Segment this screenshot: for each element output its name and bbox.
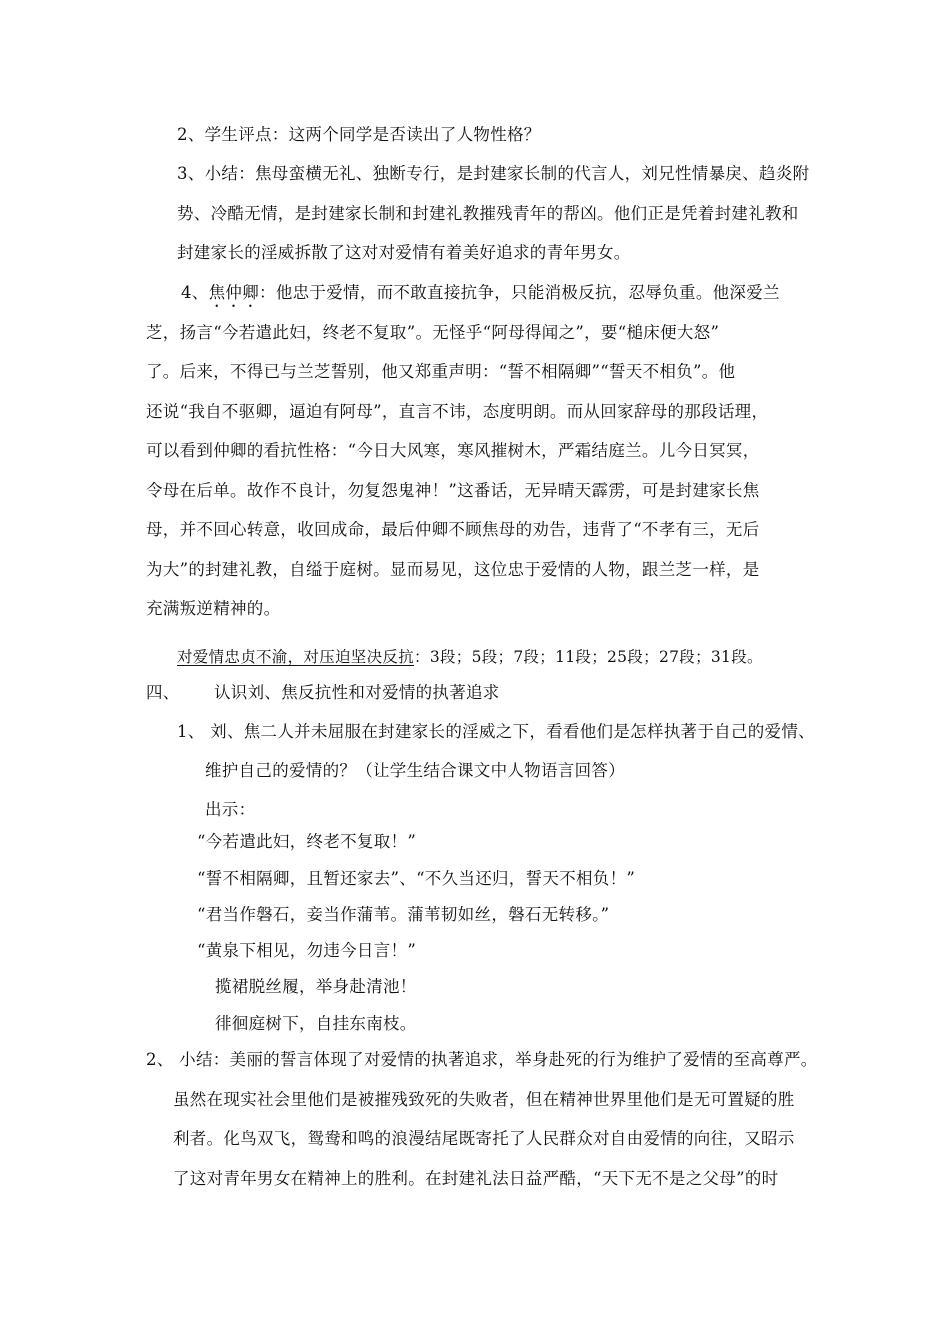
quote-line: 徘徊庭树下，自挂东南枝。: [215, 1014, 417, 1033]
text-run: ：他忠于爱情，而不敢直接抗争，只能消极反抗，忍辱负重。他深爱兰: [259, 283, 780, 302]
text-line: 令母在后单。故作不良计，勿复怨鬼神！”这番话，无异晴天霹雳，可是封建家长焦: [146, 481, 760, 500]
quote-line: “君当作磐石，妾当作蒲苇。蒲苇韧如丝，磐石无转移。”: [197, 905, 610, 924]
text-line: 芝，扬言“今若遣此妇，终老不复取”。无怪乎“阿母得闻之”，要“槌床便大怒”: [146, 323, 720, 342]
text-line: [177, 646, 763, 668]
list-number: 4、: [181, 283, 209, 302]
text-line: 1、 刘、焦二人并未屈服在封建家长的淫威之下，看看他们是怎样执著于自己的爱情、: [177, 722, 815, 741]
quote-line: “今若遣此妇，终老不复取！”: [197, 832, 417, 851]
text-line: 了。后来，不得已与兰芝誓别，他又郑重声明：“誓不相隔卿”“誓天不相负”。他: [146, 362, 736, 381]
text-line: 了这对青年男女在精神上的胜利。在封建礼法日益严酷，“天下无不是之父母”的时: [173, 1169, 779, 1188]
emphasized-name: 焦仲卿: [208, 283, 260, 302]
quote-line: “黄泉下相见，勿违今日言！”: [197, 941, 417, 960]
text-line: 3、小结：焦母蛮横无礼、独断专行，是封建家长制的代言人，刘兄性情暴戾、趋炎附: [177, 164, 810, 183]
section-number: 四、: [146, 683, 180, 702]
text-line: 封建家长的淫威拆散了这对对爱情有着美好追求的青年男女。: [177, 243, 631, 262]
text-line: 还说“我自不驱卿，逼迫有阿母”，直言不讳，态度明朗。而从回家辞母的那段话理，: [146, 402, 769, 421]
text-line: [181, 282, 780, 311]
text-line: 2、 小结：美丽的誓言体现了对爱情的执著追求，举身赴死的行为维护了爱情的至高尊严。: [146, 1050, 818, 1069]
text-line: 虽然在现实社会里他们是被摧残致死的失败者，但在精神世界里他们是无可置疑的胜: [173, 1090, 795, 1109]
quote-line: 揽裙脱丝履，举身赴清池！: [215, 977, 417, 996]
text-line: 可以看到仲卿的看抗性格：“今日大风寒，寒风摧树木，严霜结庭兰。儿今日冥冥，: [146, 441, 760, 460]
text-line: 2、学生评点：这两个同学是否读出了人物性格？: [177, 125, 541, 144]
text-line: 出示：: [205, 800, 256, 819]
text-line: 母，并不回心转意，收回成命，最后仲卿不顾焦母的劝告，违背了“不孝有三，无后: [146, 520, 760, 539]
text-line: 为大”的封建礼教，自缢于庭树。显而易见，这位忠于爱情的人物，跟兰芝一样，是: [146, 560, 760, 579]
text-line: 充满叛逆精神的。: [146, 599, 281, 618]
text-line: 维护自己的爱情的？（让学生结合课文中人物语言回答）: [205, 761, 625, 780]
text-line: 利者。化鸟双飞，鸳鸯和鸣的浪漫结尾既寄托了人民群众对自由爱情的向往，又昭示: [173, 1129, 795, 1148]
quote-line: “誓不相隔卿，且暂还家去”、“不久当还归，誓天不相负！”: [197, 869, 636, 888]
text-run: ：3段；5段；7段；11段；25段；27段；31段。: [414, 648, 763, 666]
text-line: 势、冷酷无情，是封建家长制和封建礼教摧残青年的帮凶。他们正是凭着封建礼教和: [177, 204, 799, 223]
underlined-text: 对爱情忠贞不渝，对压迫坚决反抗: [177, 648, 415, 666]
section-heading: 认识刘、焦反抗性和对爱情的执著追求: [214, 683, 500, 702]
